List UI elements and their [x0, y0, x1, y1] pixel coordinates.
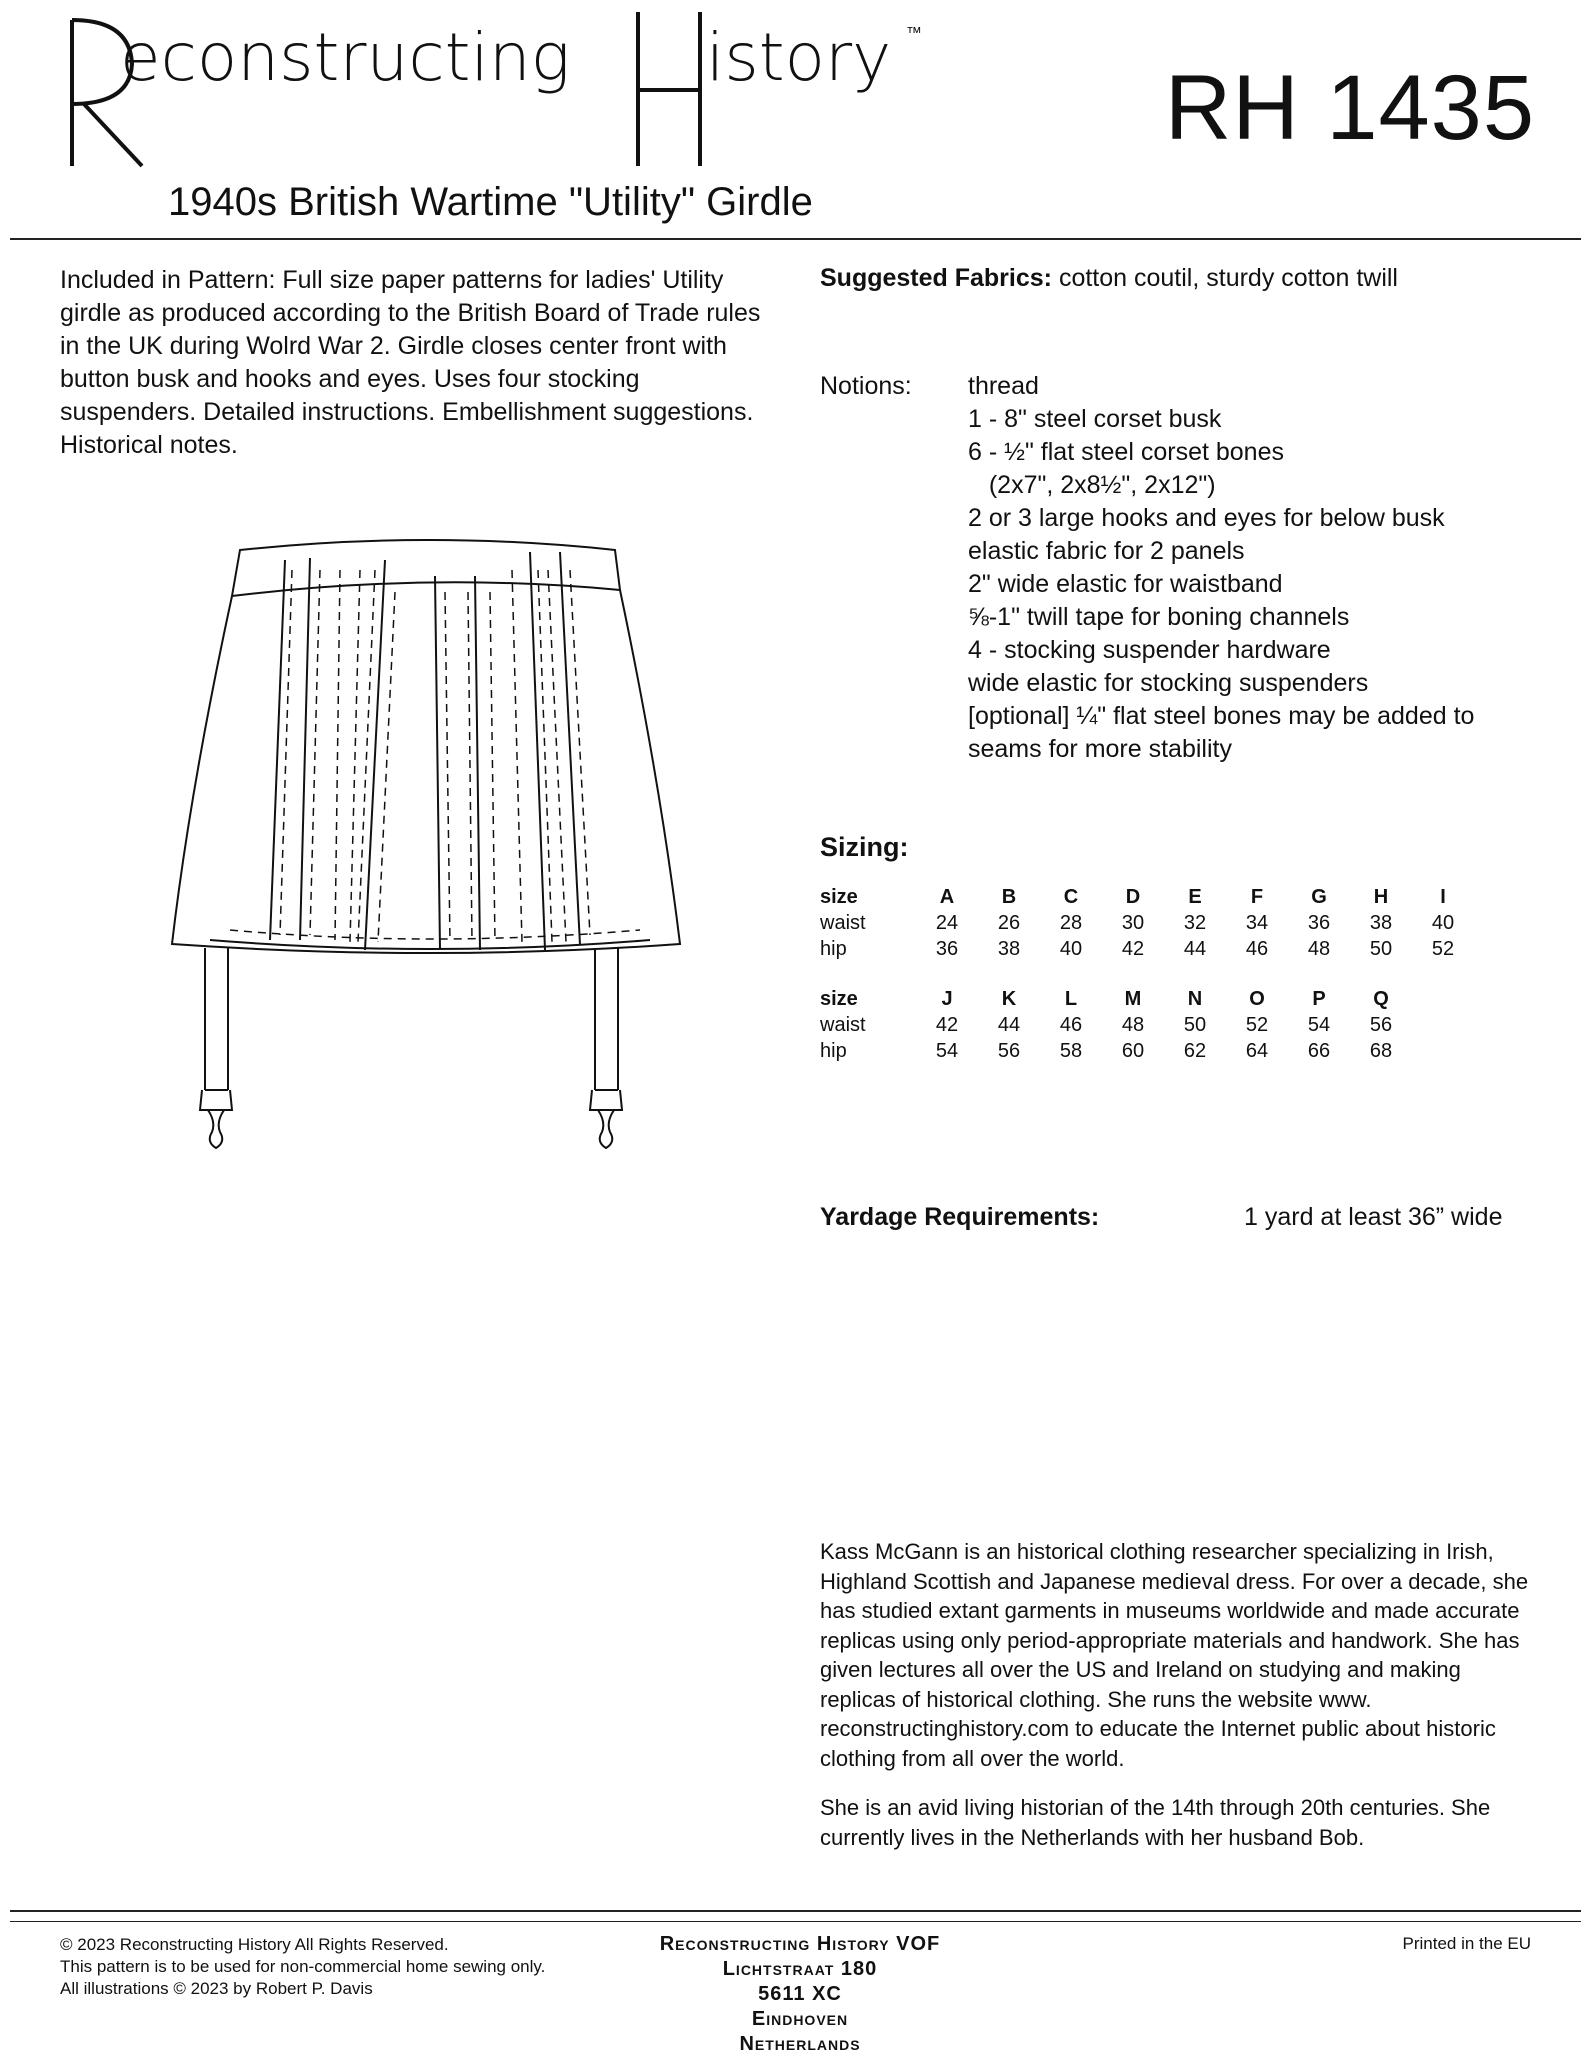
list-item: 2 or 3 large hooks and eyes for below busk: [968, 504, 1445, 532]
table-cell: 42: [1121, 937, 1145, 960]
address-line: Reconstructing History VOF: [659, 1933, 941, 1955]
notions-list: [968, 370, 1568, 766]
list-item: elastic fabric for 2 panels: [968, 537, 1245, 565]
sizing-title: Sizing:: [820, 832, 909, 862]
table-cell: 40: [1431, 911, 1455, 934]
fabrics-value: cotton coutil, sturdy cotton twill: [1058, 264, 1398, 292]
address-line: Lichtstraat 180: [722, 1958, 878, 1980]
table-cell: 38: [1369, 911, 1393, 934]
address-line: Eindhoven: [751, 2008, 849, 2030]
logo-letter-h: [638, 12, 700, 166]
list-item: ⅝-1" twill tape for boning channels: [968, 603, 1350, 631]
table-cell: B: [1001, 885, 1017, 908]
row-label: hip: [820, 1039, 847, 1062]
list-item: thread: [968, 372, 1039, 400]
copyright-line: © 2023 Reconstructing History All Rights Reserved.: [60, 1935, 449, 1954]
table-cell: 56: [997, 1039, 1021, 1062]
table-cell: K: [1001, 987, 1017, 1010]
fabrics-label: Suggested Fabrics:: [820, 264, 1052, 292]
bio-paragraph: She is an avid living historian of the 14th through 20th centuries. She currently lives in the Netherlands with her husband Bob.: [820, 1795, 1491, 1850]
table-cell: L: [1064, 987, 1078, 1010]
list-item: wide elastic for stocking suspenders: [968, 669, 1369, 697]
pattern-title: 1940s British Wartime "Utility" Girdle: [168, 180, 813, 224]
row-label: hip: [820, 937, 847, 960]
table-cell: 24: [935, 911, 959, 934]
table-cell: 54: [1307, 1013, 1331, 1036]
table-cell: 44: [997, 1013, 1021, 1036]
address-line: Netherlands: [739, 2033, 861, 2055]
table-cell: 28: [1059, 911, 1083, 934]
table-cell: P: [1312, 987, 1326, 1010]
table-cell: 58: [1059, 1039, 1083, 1062]
row-label: waist: [820, 911, 866, 934]
copyright-notice: [60, 1934, 545, 2000]
table-row: [820, 986, 1412, 1012]
address-line: 5611 XC: [758, 1983, 842, 2005]
table-cell: 62: [1183, 1039, 1207, 1062]
table-cell: 52: [1245, 1013, 1269, 1036]
yardage-label: Yardage Requirements:: [820, 1203, 1100, 1231]
table-cell: 44: [1183, 937, 1207, 960]
table-cell: 56: [1369, 1013, 1393, 1036]
footer-divider-thin: [10, 1921, 1581, 1922]
table-cell: N: [1187, 987, 1203, 1010]
table-cell: 64: [1245, 1039, 1269, 1062]
yardage-value: 1 yard at least 36” wide: [1244, 1203, 1503, 1231]
table-cell: I: [1440, 885, 1446, 908]
row-label: size: [820, 987, 858, 1010]
company-address: [560, 1932, 1040, 2057]
notions-label: Notions:: [820, 372, 912, 400]
pattern-includes-text: Included in Pattern: Full size paper patterns for ladies' Utility girdle as produced according to the British Board of Trade rules in the UK during Wolrd War 2. Girdle closes center front with button busk and hooks and eyes. Uses four stocking suspenders. Detailed instructions. Embellishment suggestions. Historical notes.: [60, 266, 761, 459]
pattern-code: RH 1435: [1164, 57, 1535, 159]
table-cell: A: [939, 885, 955, 908]
size-table-2: [820, 986, 1412, 1064]
table-row: [820, 884, 1474, 910]
table-row: [820, 1038, 1412, 1064]
list-item: 1 - 8" steel corset busk: [968, 405, 1222, 433]
table-cell: H: [1373, 885, 1389, 908]
table-cell: 42: [935, 1013, 959, 1036]
brand-logo: [60, 4, 960, 174]
logo-text-right: istory: [706, 19, 892, 96]
table-cell: 26: [997, 911, 1021, 934]
table-cell: 60: [1121, 1039, 1145, 1062]
bio-paragraph: Kass McGann is an historical clothing researcher specializing in Irish, Highland Scottish and Japanese medieval dress. For over a decade, she has studied extant garments in museums worldwide and made accurate replicas using only period-appropriate materials and handwork. She has given lectures all over the US and Ireland on studying and making replicas of historical clothing. She runs the website www. reconstructinghistory.com to educate the Internet public about historic clothing from all over the world.: [820, 1539, 1529, 1771]
printed-in-note: Printed in the EU: [1402, 1934, 1531, 1953]
logo-trademark: ™: [906, 25, 922, 42]
table-row: [820, 936, 1474, 962]
table-row: [820, 910, 1474, 936]
table-cell: 50: [1369, 937, 1393, 960]
list-item: 2" wide elastic for waistband: [968, 570, 1283, 598]
table-cell: 36: [1307, 911, 1331, 934]
list-item: 6 - ½" flat steel corset bones: [968, 438, 1284, 466]
table-cell: 48: [1121, 1013, 1145, 1036]
suspender-clasp-icon: [200, 1090, 622, 1148]
row-label: size: [820, 885, 858, 908]
list-item: 4 - stocking suspender hardware: [968, 636, 1331, 664]
header-divider: [10, 238, 1581, 240]
table-cell: 68: [1369, 1039, 1393, 1062]
suggested-fabrics: [820, 264, 1398, 293]
copyright-line: All illustrations © 2023 by Robert P. Davis: [60, 1979, 373, 1998]
size-table-1: [820, 884, 1474, 962]
row-label: waist: [820, 1013, 866, 1036]
table-cell: 36: [935, 937, 959, 960]
table-cell: 48: [1307, 937, 1331, 960]
table-cell: 46: [1059, 1013, 1083, 1036]
table-cell: E: [1188, 885, 1202, 908]
table-cell: D: [1125, 885, 1141, 908]
table-cell: Q: [1373, 987, 1389, 1010]
footer-divider: [10, 1910, 1581, 1912]
table-cell: 52: [1431, 937, 1455, 960]
table-cell: C: [1063, 885, 1079, 908]
logo-text-left: econstructing: [120, 19, 571, 96]
table-cell: F: [1250, 885, 1264, 908]
table-cell: G: [1311, 885, 1327, 908]
table-cell: 40: [1059, 937, 1083, 960]
author-bio: [820, 1537, 1540, 1872]
table-cell: 50: [1183, 1013, 1207, 1036]
table-cell: 32: [1183, 911, 1207, 934]
table-cell: 38: [997, 937, 1021, 960]
girdle-illustration: [150, 530, 710, 1150]
copyright-line: This pattern is to be used for non-commercial home sewing only.: [60, 1957, 546, 1976]
table-cell: 46: [1245, 937, 1269, 960]
table-cell: M: [1124, 987, 1142, 1010]
table-cell: 54: [935, 1039, 959, 1062]
table-cell: 66: [1307, 1039, 1331, 1062]
table-cell: 34: [1245, 911, 1269, 934]
table-cell: 30: [1121, 911, 1145, 934]
list-item: (2x7", 2x8½", 2x12"): [968, 471, 1216, 499]
list-item: [optional] ¼" flat steel bones may be added to: [968, 702, 1475, 730]
table-row: [820, 1012, 1412, 1038]
list-item: seams for more stability: [968, 735, 1232, 763]
table-cell: O: [1249, 987, 1265, 1010]
table-cell: J: [941, 987, 953, 1010]
